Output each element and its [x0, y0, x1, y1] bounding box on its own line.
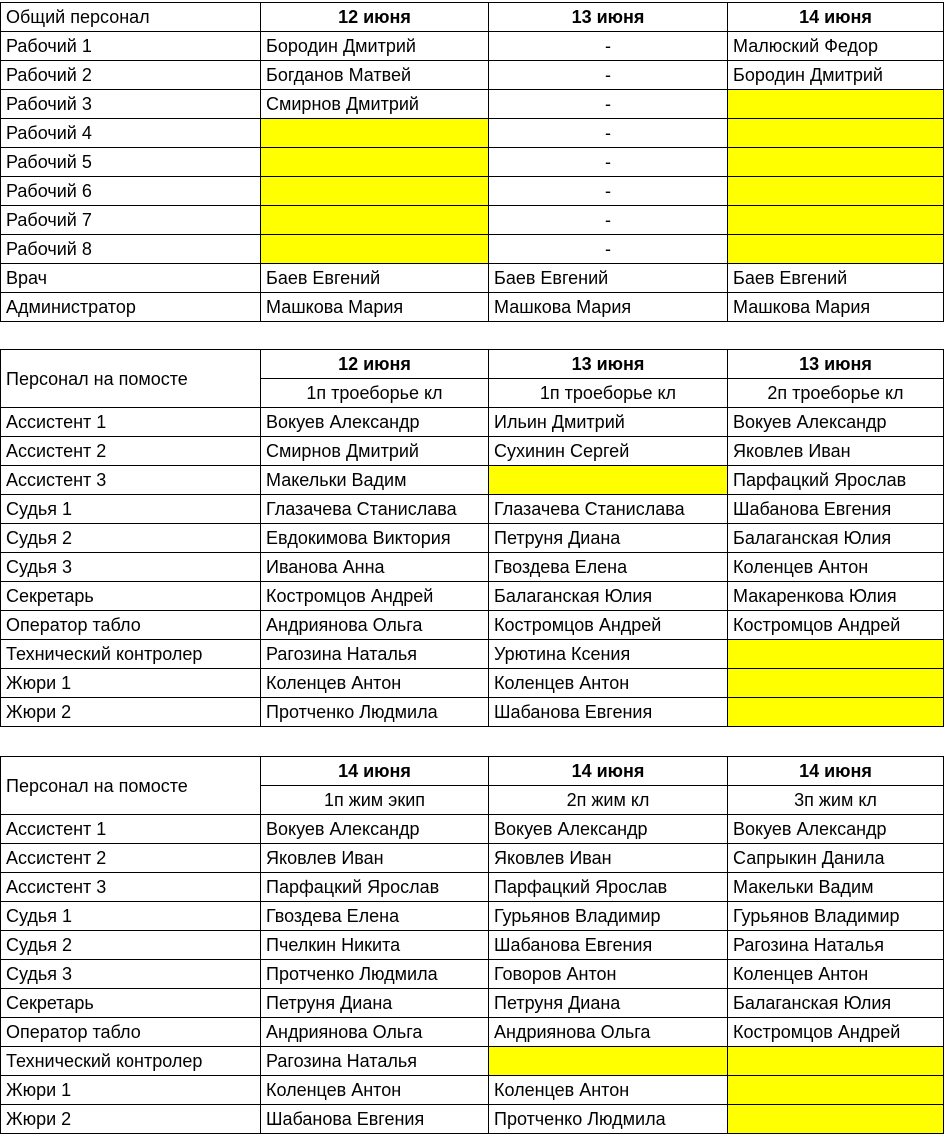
row-role-label[interactable]: Рабочий 3: [0, 89, 260, 118]
staff-cell[interactable]: Рагозина Наталья: [727, 930, 943, 959]
staff-cell[interactable]: -: [488, 147, 727, 176]
staff-cell[interactable]: [260, 205, 488, 234]
staff-cell[interactable]: Вокуев Александр: [727, 407, 943, 436]
staff-cell[interactable]: [727, 147, 943, 176]
staff-cell[interactable]: -: [488, 60, 727, 89]
staff-cell[interactable]: Макельки Вадим: [260, 465, 488, 494]
staff-cell[interactable]: Гурьянов Владимир: [488, 901, 727, 930]
row-role-label[interactable]: Администратор: [0, 292, 260, 321]
row-role-label[interactable]: Оператор табло: [0, 1017, 260, 1046]
row-role-label[interactable]: Рабочий 8: [0, 234, 260, 263]
staff-cell[interactable]: Иванова Анна: [260, 552, 488, 581]
staff-cell[interactable]: Малюский Федор: [727, 31, 943, 60]
row-role-label[interactable]: Ассистент 1: [0, 814, 260, 843]
staff-cell[interactable]: Андриянова Ольга: [488, 1017, 727, 1046]
staff-cell[interactable]: Костромцов Андрей: [488, 610, 727, 639]
staff-cell[interactable]: Глазачева Станислава: [260, 494, 488, 523]
staff-cell[interactable]: Коленцев Антон: [727, 552, 943, 581]
staff-cell[interactable]: Гвоздева Елена: [488, 552, 727, 581]
staff-cell[interactable]: [727, 89, 943, 118]
row-role-label[interactable]: Врач: [0, 263, 260, 292]
staff-cell[interactable]: Баев Евгений: [260, 263, 488, 292]
staff-cell[interactable]: Яковлев Иван: [488, 843, 727, 872]
staff-cell[interactable]: [260, 234, 488, 263]
row-role-label[interactable]: Ассистент 3: [0, 872, 260, 901]
row-role-label[interactable]: Судья 3: [0, 552, 260, 581]
row-role-label[interactable]: Рабочий 7: [0, 205, 260, 234]
staff-cell[interactable]: Коленцев Антон: [260, 668, 488, 697]
staff-cell[interactable]: Шабанова Евгения: [260, 1104, 488, 1133]
row-role-label[interactable]: Судья 2: [0, 523, 260, 552]
row-role-label[interactable]: Жюри 2: [0, 1104, 260, 1133]
staff-cell[interactable]: Баев Евгений: [488, 263, 727, 292]
staff-cell[interactable]: Рагозина Наталья: [260, 639, 488, 668]
staff-cell[interactable]: Коленцев Антон: [488, 1075, 727, 1104]
staff-cell[interactable]: Евдокимова Виктория: [260, 523, 488, 552]
row-role-label[interactable]: Технический контролер: [0, 1046, 260, 1075]
staff-cell[interactable]: Говоров Антон: [488, 959, 727, 988]
row-role-label[interactable]: Жюри 2: [0, 697, 260, 726]
row-role-label[interactable]: Рабочий 5: [0, 147, 260, 176]
staff-cell[interactable]: Вокуев Александр: [727, 814, 943, 843]
row-role-label[interactable]: Судья 3: [0, 959, 260, 988]
staff-cell[interactable]: Коленцев Антон: [727, 959, 943, 988]
staff-cell[interactable]: Ильин Дмитрий: [488, 407, 727, 436]
staff-cell[interactable]: Протченко Людмила: [260, 697, 488, 726]
row-role-label[interactable]: Жюри 1: [0, 668, 260, 697]
staff-cell[interactable]: Сухинин Сергей: [488, 436, 727, 465]
staff-cell[interactable]: Рагозина Наталья: [260, 1046, 488, 1075]
staff-cell[interactable]: Сапрыкин Данила: [727, 843, 943, 872]
staff-cell[interactable]: [727, 234, 943, 263]
staff-cell[interactable]: -: [488, 234, 727, 263]
column-session-header[interactable]: 3п жим кл: [727, 785, 943, 814]
staff-cell[interactable]: Коленцев Антон: [260, 1075, 488, 1104]
staff-cell[interactable]: Коленцев Антон: [488, 668, 727, 697]
staff-cell[interactable]: -: [488, 89, 727, 118]
staff-cell[interactable]: [727, 1075, 943, 1104]
row-role-label[interactable]: Рабочий 4: [0, 118, 260, 147]
staff-cell[interactable]: [727, 118, 943, 147]
column-date-header[interactable]: 14 июня: [260, 756, 488, 785]
column-date-header[interactable]: 13 июня: [488, 2, 727, 31]
staff-cell[interactable]: -: [488, 176, 727, 205]
row-role-label[interactable]: Оператор табло: [0, 610, 260, 639]
staff-cell[interactable]: Пчелкин Никита: [260, 930, 488, 959]
row-role-label[interactable]: Судья 2: [0, 930, 260, 959]
table-corner-label[interactable]: Общий персонал: [0, 2, 260, 31]
table-bottom-border: [0, 321, 944, 322]
row-role-label[interactable]: Секретарь: [0, 988, 260, 1017]
table-bottom-border: [0, 726, 944, 727]
staff-cell[interactable]: Богданов Матвей: [260, 60, 488, 89]
staff-cell[interactable]: Яковлев Иван: [727, 436, 943, 465]
row-role-label[interactable]: Судья 1: [0, 901, 260, 930]
staff-cell[interactable]: Андриянова Ольга: [260, 610, 488, 639]
staff-cell[interactable]: Гурьянов Владимир: [727, 901, 943, 930]
staff-cell[interactable]: Бородин Дмитрий: [260, 31, 488, 60]
column-session-header[interactable]: 1п троеборье кл: [488, 378, 727, 407]
staff-cell[interactable]: Шабанова Евгения: [488, 697, 727, 726]
column-date-header[interactable]: 13 июня: [488, 349, 727, 378]
column-date-header[interactable]: 14 июня: [488, 756, 727, 785]
staff-cell[interactable]: Парфацкий Ярослав: [727, 465, 943, 494]
staff-cell[interactable]: Шабанова Евгения: [727, 494, 943, 523]
staff-cell[interactable]: Парфацкий Ярослав: [488, 872, 727, 901]
staff-cell[interactable]: Гвоздева Елена: [260, 901, 488, 930]
staff-cell[interactable]: Макаренкова Юлия: [727, 581, 943, 610]
staff-cell[interactable]: [727, 1046, 943, 1075]
staff-cell[interactable]: Костромцов Андрей: [727, 1017, 943, 1046]
staff-cell[interactable]: Машкова Мария: [488, 292, 727, 321]
row-role-label[interactable]: Рабочий 2: [0, 60, 260, 89]
staff-cell[interactable]: Балаганская Юлия: [727, 988, 943, 1017]
row-role-label[interactable]: Технический контролер: [0, 639, 260, 668]
staff-cell[interactable]: Костромцов Андрей: [727, 610, 943, 639]
staff-cell[interactable]: Петруня Диана: [260, 988, 488, 1017]
staff-cell[interactable]: Смирнов Дмитрий: [260, 436, 488, 465]
row-role-label[interactable]: Рабочий 1: [0, 31, 260, 60]
column-date-header[interactable]: 12 июня: [260, 349, 488, 378]
row-role-label[interactable]: Ассистент 2: [0, 843, 260, 872]
staff-cell[interactable]: Вокуев Александр: [488, 814, 727, 843]
staff-cell[interactable]: [260, 176, 488, 205]
staff-cell[interactable]: Протченко Людмила: [488, 1104, 727, 1133]
staff-cell[interactable]: -: [488, 118, 727, 147]
column-session-header[interactable]: 2п троеборье кл: [727, 378, 943, 407]
staff-cell[interactable]: [727, 205, 943, 234]
row-role-label[interactable]: Судья 1: [0, 494, 260, 523]
row-role-label[interactable]: Рабочий 6: [0, 176, 260, 205]
staff-cell[interactable]: Балаганская Юлия: [727, 523, 943, 552]
staff-cell[interactable]: [488, 1046, 727, 1075]
table-corner-label[interactable]: Персонал на помосте: [0, 756, 260, 814]
staff-cell[interactable]: Машкова Мария: [727, 292, 943, 321]
staff-cell[interactable]: Протченко Людмила: [260, 959, 488, 988]
staff-cell[interactable]: Балаганская Юлия: [488, 581, 727, 610]
staff-cell[interactable]: Машкова Мария: [260, 292, 488, 321]
staff-cell[interactable]: Яковлев Иван: [260, 843, 488, 872]
staff-cell[interactable]: Глазачева Станислава: [488, 494, 727, 523]
staff-cell[interactable]: [727, 697, 943, 726]
staff-cell[interactable]: Бородин Дмитрий: [727, 60, 943, 89]
staff-cell[interactable]: Смирнов Дмитрий: [260, 89, 488, 118]
row-role-label[interactable]: Секретарь: [0, 581, 260, 610]
column-date-header[interactable]: 13 июня: [727, 349, 943, 378]
staff-cell[interactable]: [488, 465, 727, 494]
staff-cell[interactable]: [260, 147, 488, 176]
staff-cell[interactable]: Вокуев Александр: [260, 407, 488, 436]
staff-cell[interactable]: [727, 639, 943, 668]
staff-cell[interactable]: Шабанова Евгения: [488, 930, 727, 959]
column-date-header[interactable]: 14 июня: [727, 756, 943, 785]
column-session-header[interactable]: 2п жим кл: [488, 785, 727, 814]
staff-cell[interactable]: Урютина Ксения: [488, 639, 727, 668]
column-date-header[interactable]: 14 июня: [727, 2, 943, 31]
staff-cell[interactable]: Петруня Диана: [488, 523, 727, 552]
row-role-label[interactable]: Жюри 1: [0, 1075, 260, 1104]
row-role-label[interactable]: Ассистент 2: [0, 436, 260, 465]
staff-cell[interactable]: Вокуев Александр: [260, 814, 488, 843]
staff-cell[interactable]: Костромцов Андрей: [260, 581, 488, 610]
row-role-label[interactable]: Ассистент 1: [0, 407, 260, 436]
staff-cell[interactable]: [260, 118, 488, 147]
table-corner-label[interactable]: Персонал на помосте: [0, 349, 260, 407]
staff-cell[interactable]: -: [488, 31, 727, 60]
staff-cell[interactable]: [727, 668, 943, 697]
column-session-header[interactable]: 1п жим экип: [260, 785, 488, 814]
staff-cell[interactable]: [727, 176, 943, 205]
column-session-header[interactable]: 1п троеборье кл: [260, 378, 488, 407]
row-role-label[interactable]: Ассистент 3: [0, 465, 260, 494]
staff-cell[interactable]: Андриянова Ольга: [260, 1017, 488, 1046]
staff-cell[interactable]: -: [488, 205, 727, 234]
column-date-header[interactable]: 12 июня: [260, 2, 488, 31]
staff-cell[interactable]: [727, 1104, 943, 1133]
staff-cell[interactable]: Парфацкий Ярослав: [260, 872, 488, 901]
staff-cell[interactable]: Баев Евгений: [727, 263, 943, 292]
staff-cell[interactable]: Петруня Диана: [488, 988, 727, 1017]
staff-cell[interactable]: Макельки Вадим: [727, 872, 943, 901]
